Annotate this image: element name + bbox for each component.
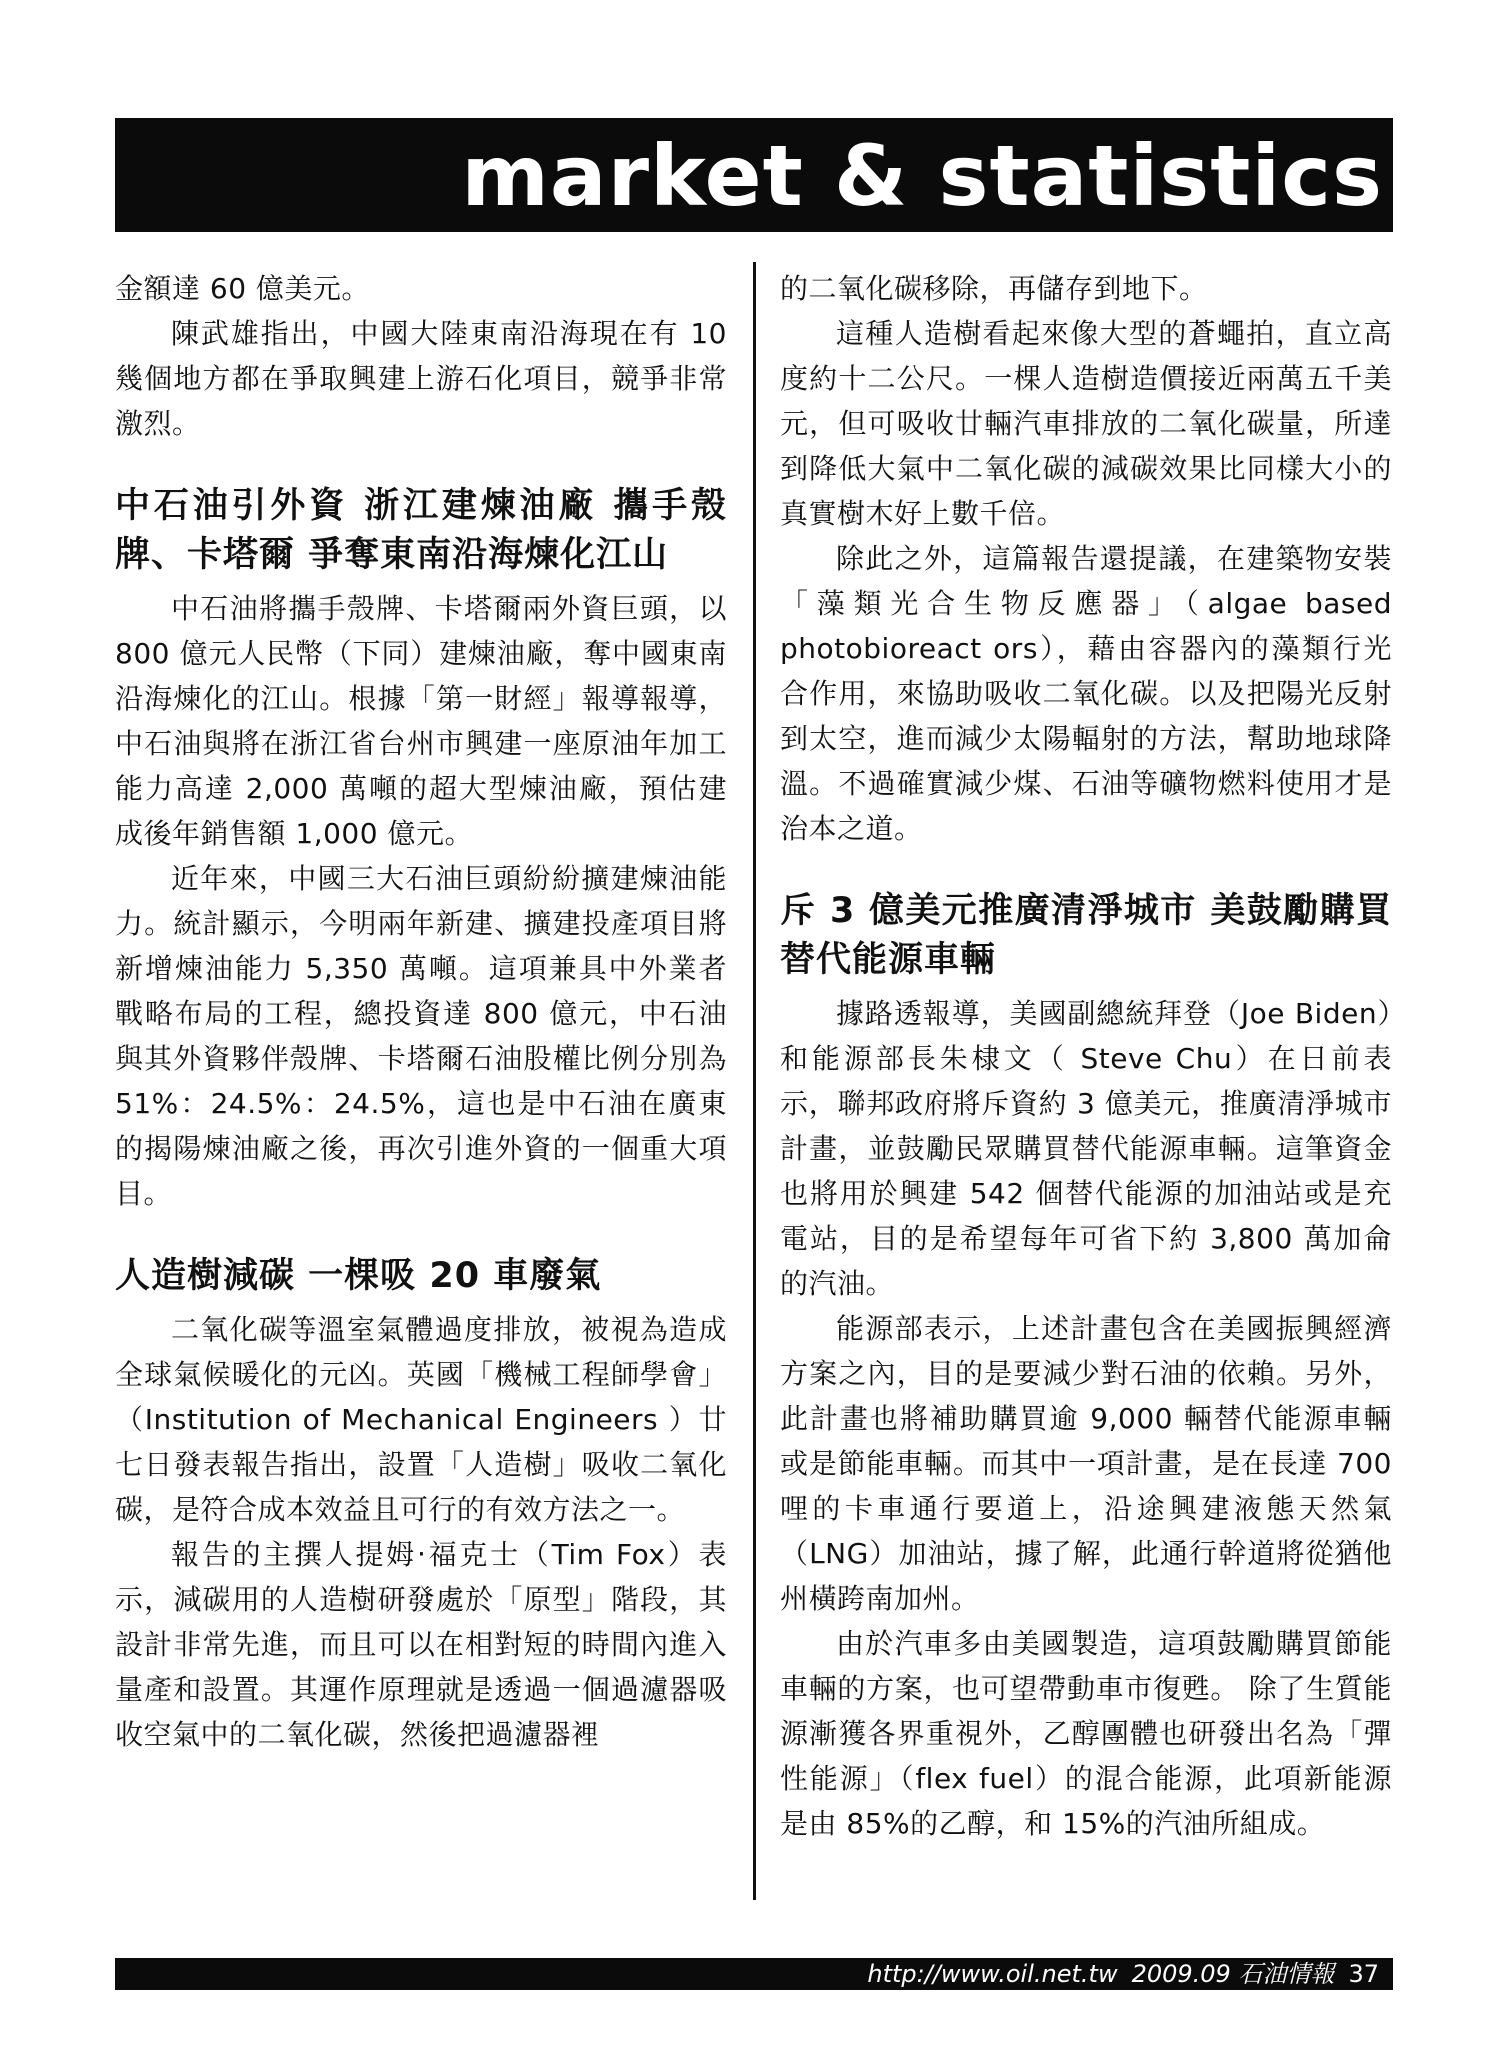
paragraph: 的二氧化碳移除，再儲存到地下。 bbox=[780, 272, 1208, 305]
paragraph: 金額達 60 億美元。 bbox=[115, 272, 370, 305]
paragraph: 陳武雄指出，中國大陸東南沿海現在有 10 幾個地方都在爭取興建上游石化項目，競爭非常激烈。 bbox=[115, 317, 727, 440]
left-column bbox=[115, 266, 727, 1757]
paragraph: 能源部表示，上述計畫包含在美國振興經濟方案之內，目的是要減少對石油的依賴。另外，此計畫也將補助購買逾 9,000 輛替代能源車輛或是節能車輛。而其中一項計畫，是在長達 700 哩的卡車通行要道上，沿途興建液態天然氣（LNG）加油站，據了解，此通行幹道將從猶他州橫跨南加州。 bbox=[780, 1312, 1392, 1615]
footer-bar bbox=[115, 1958, 1393, 1990]
article-headline: 斥 3 億美元推廣清淨城市 美鼓勵購買替代能源車輛 bbox=[780, 891, 1392, 980]
right-column bbox=[780, 266, 1392, 1846]
article-headline: 中石油引外資 浙江建煉油廠 攜手殼牌、卡塔爾 爭奪東南沿海煉化江山 bbox=[115, 486, 727, 575]
header-banner bbox=[115, 118, 1393, 232]
page-number: 37 bbox=[1348, 1960, 1379, 1988]
footer-text bbox=[853, 1958, 1379, 1990]
footer-issue: 2009.09 石油情報 bbox=[1131, 1960, 1335, 1988]
article-headline: 人造樹減碳 一棵吸 20 車廢氣 bbox=[115, 1256, 602, 1296]
paragraph: 中石油將攜手殼牌、卡塔爾兩外資巨頭，以 800 億元人民幣（下同）建煉油廠，奪中國東南沿海煉化的江山。根據「第一財經」報導報導，中石油與將在浙江省台州市興建一座原油年加工能力高達 2,000 萬噸的超大型煉油廠，預估建成後年銷售額 1,000 億元。 bbox=[115, 592, 727, 850]
section-title: market & statistics bbox=[461, 127, 1383, 225]
paragraph: 報告的主撰人提姆‧福克士（Tim Fox）表示，減碳用的人造樹研發處於「原型」階段，其設計非常先進，而且可以在相對短的時間內進入量產和設置。其運作原理就是透過一個過濾器吸收空氣中的二氧化碳，然後把過濾器裡 bbox=[115, 1538, 727, 1751]
paragraph: 據路透報導，美國副總統拜登（Joe Biden）和能源部長朱棣文（ Steve Chu）在日前表示，聯邦政府將斥資約 3 億美元，推廣清淨城市計畫，並鼓勵民眾購買替代能源車輛。這筆資金也將用於興建 542 個替代能源的加油站或是充電站，目的是希望每年可省下約 3,800 萬加侖的汽油。 bbox=[780, 997, 1392, 1300]
paragraph: 由於汽車多由美國製造，這項鼓勵購買節能車輛的方案，也可望帶動車市復甦。 除了生質能源漸獲各界重視外，乙醇團體也研發出名為「彈性能源」（flex fuel）的混合能源，此項新能源是由 85%的乙醇，和 15%的汽油所組成。 bbox=[780, 1627, 1392, 1840]
paragraph: 二氧化碳等溫室氣體過度排放，被視為造成全球氣候暖化的元凶。英國「機械工程師學會」（Institution of Mechanical Engineers ）廿七日發表報告指出，設置「人造樹」吸收二氧化碳，是符合成本效益且可行的有效方法之一。 bbox=[115, 1313, 727, 1526]
paragraph: 這種人造樹看起來像大型的蒼蠅拍，直立高度約十二公尺。一棵人造樹造價接近兩萬五千美元，但可吸收廿輛汽車排放的二氧化碳量，所達到降低大氣中二氧化碳的減碳效果比同樣大小的真實樹木好上數千倍。 bbox=[780, 317, 1392, 530]
paragraph: 近年來，中國三大石油巨頭紛紛擴建煉油能力。統計顯示，今明兩年新建、擴建投產項目將新增煉油能力 5,350 萬噸。這項兼具中外業者戰略布局的工程，總投資達 800 億元，中石油與其外資夥伴殼牌、卡塔爾石油股權比例分別為 51%：24.5%：24.5%，這也是中石油在廣東的揭陽煉油廠之後，再次引進外資的一個重大項目。 bbox=[115, 862, 727, 1210]
paragraph: 除此之外，這篇報告還提議，在建築物安裝「藻類光合生物反應器」（algae based photobioreact ors），藉由容器內的藻類行光合作用，來協助吸收二氧化碳。以及把陽光反射到太空，進而減少太陽輻射的方法，幫助地球降溫。不過確實減少煤、石油等礦物燃料使用才是治本之道。 bbox=[780, 542, 1392, 845]
footer-url: http://www.oil.net.tw bbox=[867, 1960, 1118, 1988]
column-divider bbox=[753, 262, 756, 1900]
